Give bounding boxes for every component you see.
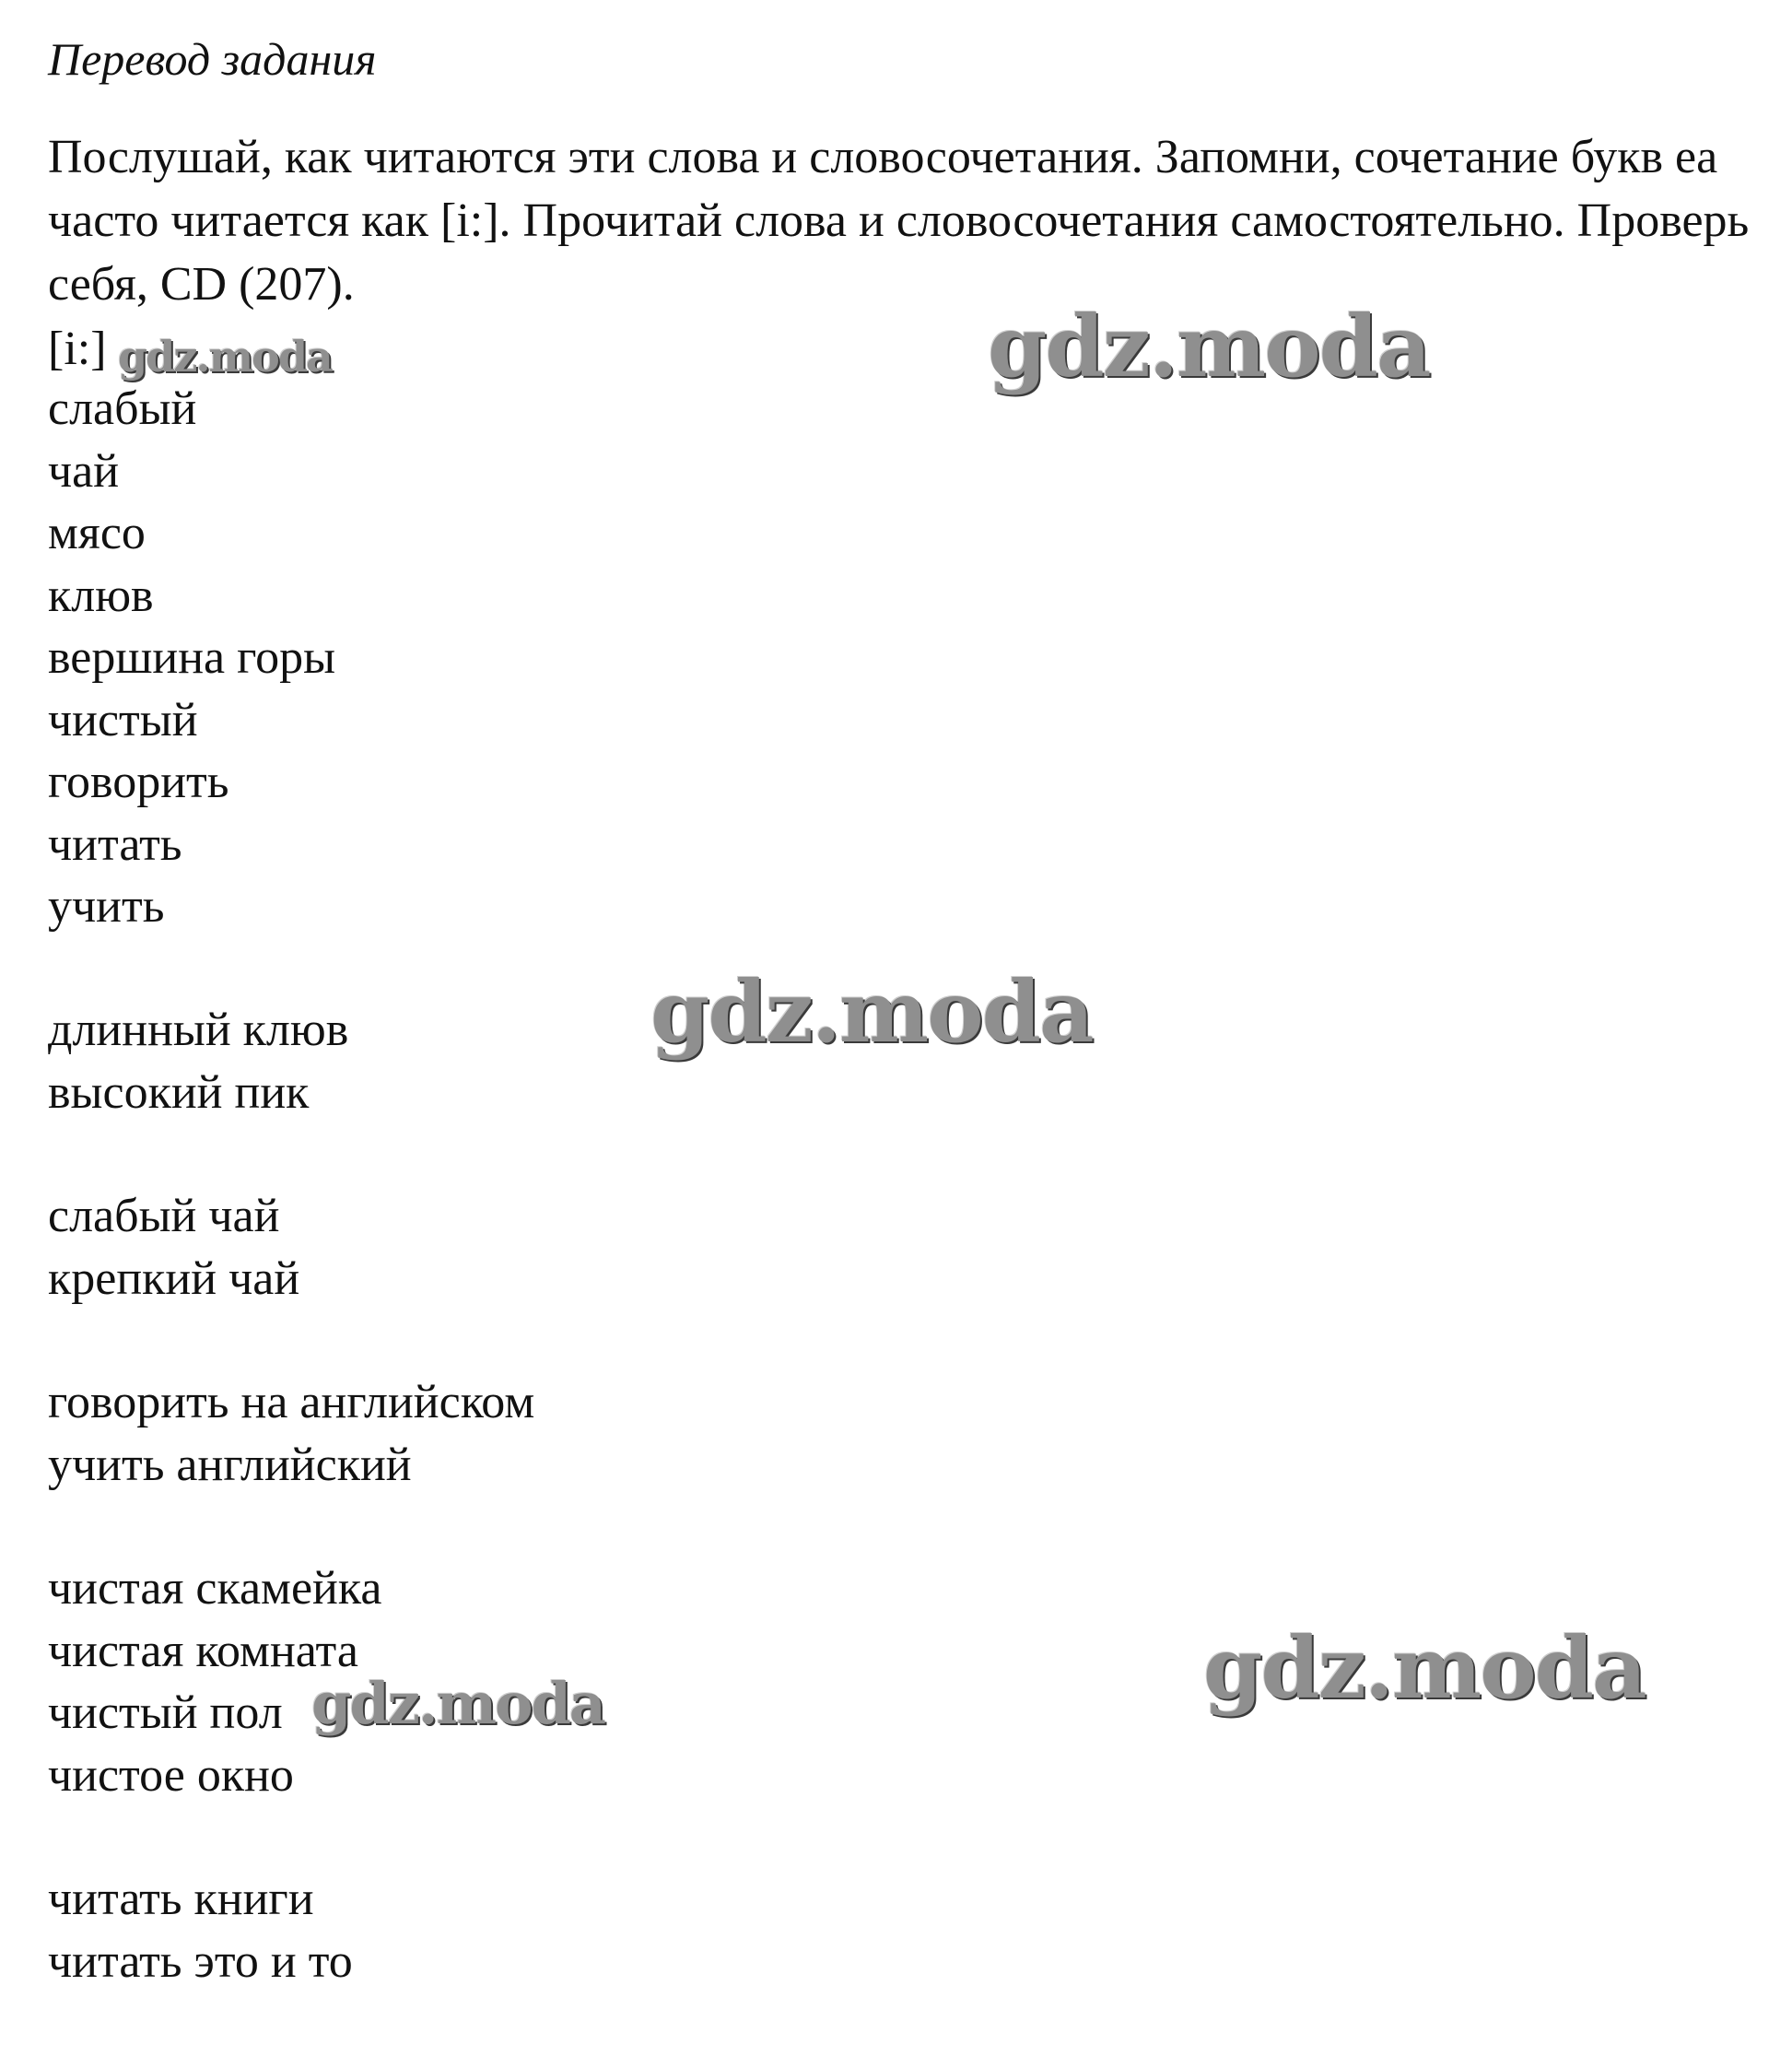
word-list [48,378,335,938]
word-item: вершина горы [48,631,336,684]
word-item: мясо [48,507,146,559]
phrase-item: слабый чай [48,1190,280,1242]
word-item: говорить [48,756,229,808]
phrase-item: высокий пик [48,1065,310,1119]
phrase-item: крепкий чай [48,1251,300,1305]
phoneme-label: [i:] [48,323,107,375]
watermark: gdz.moda [1203,1618,1646,1718]
phrase-item: говорить на английском [48,1376,535,1428]
phrase-group [48,1185,534,1310]
watermark: gdz.moda [988,297,1430,396]
phrase-item: чистое окно [48,1748,294,1802]
translation-heading: Перевод задания [48,33,377,85]
phrase-section [48,999,534,2054]
phrase-item: читать книги [48,1873,314,1925]
task-instruction: Послушай, как читаются эти слова и словосочетания. Запомни, сочетание букв ea часто читается как [i:]. Прочитай слова и словосочетания самостоятельно. Проверь себя, CD (207). [48,131,1750,311]
phrase-group [48,1371,534,1496]
phrase-item: чистый пол [48,1686,283,1739]
word-item: слабый [48,382,197,435]
word-item: чистый [48,693,198,746]
phrase-item: чистая комната [48,1624,358,1677]
watermark: gdz.moda [118,332,332,382]
watermark: gdz.moda [311,1670,604,1737]
phrase-item: учить английский [48,1438,412,1491]
phrase-item: читать это и то [48,1934,353,1988]
phrase-group [48,999,534,1123]
phrase-item: длинный клюв [48,1004,349,1056]
phrase-item: чистая скамейка [48,1562,382,1615]
word-item: чай [48,444,120,498]
phrase-group [48,1868,534,1992]
word-item: читать [48,817,182,871]
watermark: gdz.moda [650,962,1093,1062]
word-item: клюв [48,569,154,622]
word-item: учить [48,880,165,933]
